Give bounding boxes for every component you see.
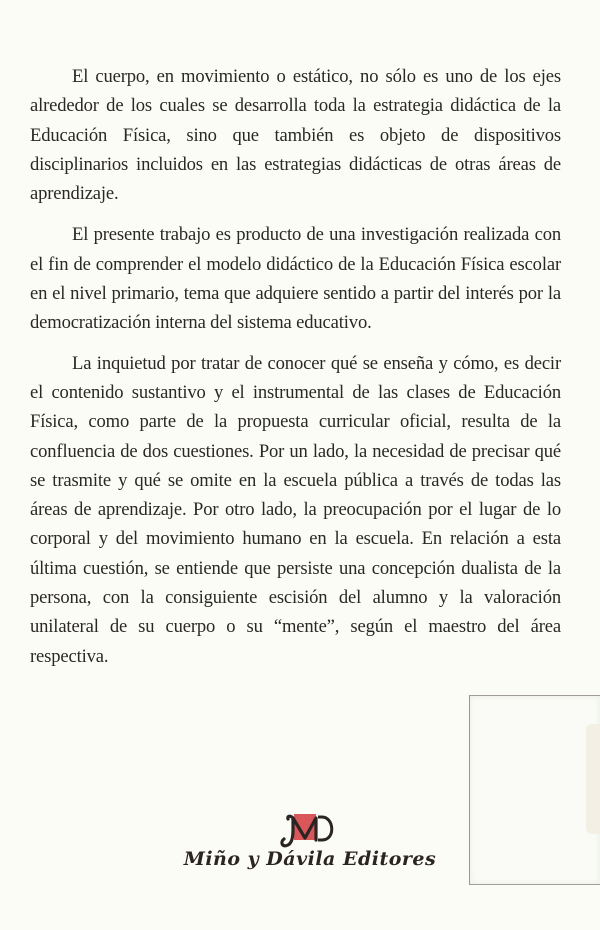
paragraph-3: La inquietud por tratar de conocer qué se enseña y cómo, es decir el contenido sustantivo y el instrumental de las clases de Educación Física, como parte de la propuesta curricular oficial, resulta de la confluencia de dos cuestiones. Por un lado, la necesidad de precisar qué se trasmite y qué se omite en la escuela pública a través de todas las áreas de aprendizaje. Por otro lado, la preocupación por el lugar de lo corporal y del movimiento humano en la escuela. En relación a esta última cuestión, se entiende que persiste una concepción dualista de la persona, con la consiguiente escisión del alumno y la valoración unilateral de su cuerpo o su “mente”, según el maestro del área respectiva. xyxy=(30,352,561,667)
blank-label-sticker xyxy=(469,695,600,885)
back-cover-text xyxy=(30,62,561,680)
paragraph-1: El cuerpo, en movimiento o estático, no sólo es uno de los ejes alrededor de los cuales se desarrolla toda la estrategia didáctica de la Educación Física, sino que también es objeto de dispositivos disciplinarios incluidos en las estrategias didácticas de otras áreas de aprendizaje. xyxy=(30,66,561,205)
publisher-monogram-logo xyxy=(278,812,338,848)
sticker-tab xyxy=(586,724,600,834)
paragraph-2: El presente trabajo es producto de una investigación realizada con el fin de comprender el modelo didáctico de la Educación Física escolar en el nivel primario, tema que adquiere sentido a partir del interés por la democratización interna del sistema educativo. xyxy=(30,224,561,334)
logo-d-letter xyxy=(318,817,332,840)
publisher-logo xyxy=(180,808,440,878)
publisher-name: Miño y Dávila Editores xyxy=(183,848,437,870)
